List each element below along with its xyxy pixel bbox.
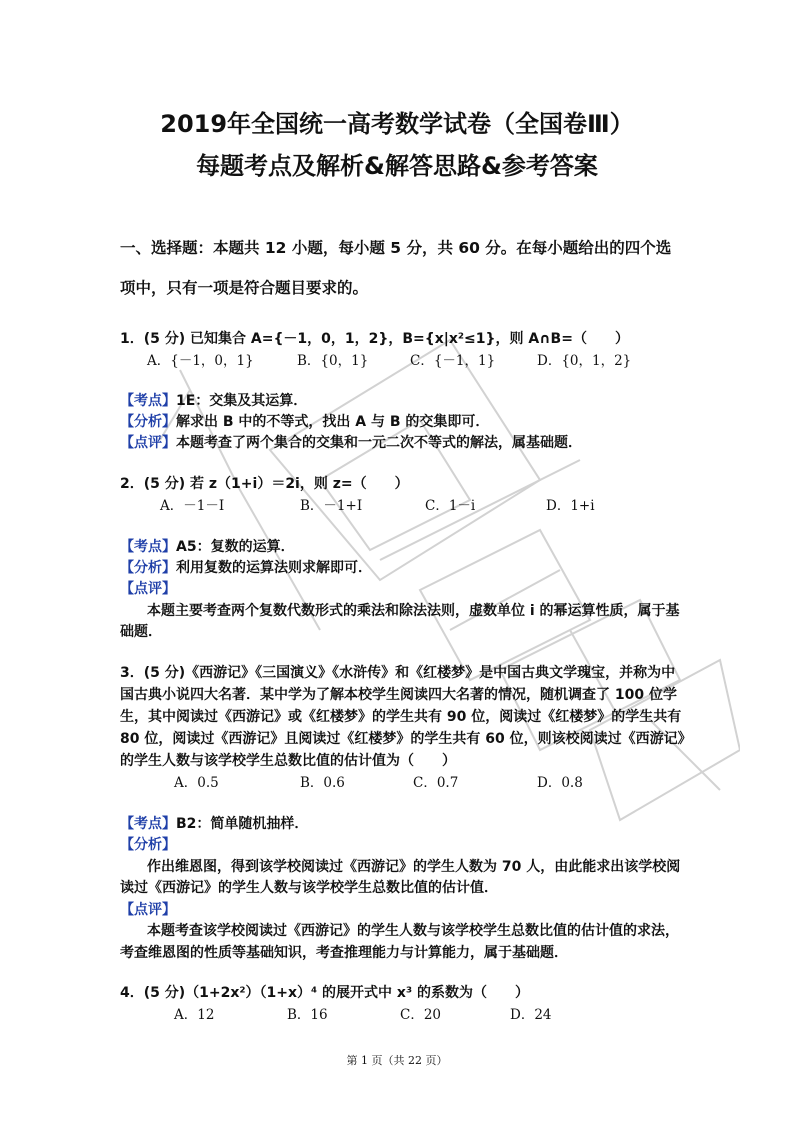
q2-option-b: B．－1+I: [300, 498, 363, 514]
q3-fenxi-line1: 作出维恩图，得到该学校阅读过《西游记》的学生人数为 70 人，由此能求出该学校阅: [147, 859, 681, 875]
q3-fenxi-line2: 读过《西游记》的学生人数与该学校学生总数比值的估计值．: [120, 880, 498, 896]
section-heading-line1: 一、选择题：本题共 12 小题，每小题 5 分，共 60 分。在每小题给出的四个选: [120, 239, 672, 257]
fenxi-tag: 【分析】: [120, 560, 176, 576]
q1-kaodian: [120, 390, 307, 410]
q1-option-d: D．{0，1，2}: [537, 353, 632, 369]
q1-option-b: B．{0，1}: [297, 353, 369, 369]
q3-option-a: A．0.5: [174, 775, 219, 791]
q4-option-b: B．16: [287, 1007, 328, 1023]
kaodian-tag: 【考点】: [120, 539, 176, 555]
q3-kaodian-text: B2：简单随机抽样．: [176, 816, 309, 832]
q3-fenxi-tag: 【分析】: [120, 837, 176, 853]
q3-option-d: D．0.8: [537, 775, 583, 791]
q1-stem: 1．(5 分) 已知集合 A={－1，0，1，2}，B={x|x²≤1}，则 A∩B=（ ）: [120, 331, 629, 347]
q2-fenxi: [120, 557, 372, 577]
q1-option-a: A．{－1，0，1}: [147, 353, 254, 369]
q1-kaodian-text: 1E：交集及其运算．: [176, 393, 308, 409]
kaodian-tag: 【考点】: [120, 816, 176, 832]
q3-option-c: C．0.7: [413, 775, 459, 791]
q1-dianping-text: 本题考查了两个集合的交集和一元二次不等式的解法，属基础题．: [176, 435, 582, 451]
q3-stem-line5: 的学生人数与该学校学生总数比值的估计值为（ ）: [120, 753, 456, 769]
q2-kaodian-text: A5：复数的运算．: [176, 539, 295, 555]
q1-fenxi: [120, 411, 489, 431]
q3-dianping-line2: 考查维恩图的性质等基础知识，考查推理能力与计算能力，属于基础题．: [120, 945, 568, 961]
q4-option-a: A．12: [174, 1007, 215, 1023]
q2-stem: 2．(5 分) 若 z（1+i）＝2i，则 z=（ ）: [120, 476, 409, 492]
q4-option-d: D．24: [510, 1007, 552, 1023]
q2-kaodian: [120, 536, 295, 556]
q3-stem-line1: 3．(5 分)《西游记》《三国演义》《水浒传》和《红楼梦》是中国古典文学瑰宝，并称为中: [120, 665, 676, 681]
q2-dianping-tag: 【点评】: [120, 581, 176, 597]
page-footer: 第 1 页（共 22 页）: [346, 1054, 448, 1067]
q3-option-b: B．0.6: [300, 775, 345, 791]
section-heading-line2: 项中，只有一项是符合题目要求的。: [120, 279, 369, 297]
q3-dianping-tag: 【点评】: [120, 902, 176, 918]
q3-stem-line3: 生，其中阅读过《西游记》或《红楼梦》的学生共有 90 位，阅读过《红楼梦》的学生共有: [120, 709, 682, 725]
q1-option-c: C．{－1，1}: [410, 353, 496, 369]
q3-kaodian: [120, 813, 308, 833]
q2-option-c: C．1－i: [425, 498, 476, 514]
page-subtitle: 每题考点及解析&解答思路&参考答案: [196, 152, 598, 180]
q1-dianping: [120, 432, 582, 452]
q2-option-d: D．1+i: [546, 498, 595, 514]
fenxi-tag: 【分析】: [120, 414, 176, 430]
q4-option-c: C．20: [400, 1007, 442, 1023]
kaodian-tag: 【考点】: [120, 393, 176, 409]
q2-dianping-line2: 础题．: [120, 624, 162, 640]
q2-fenxi-text: 利用复数的运算法则求解即可．: [176, 560, 372, 576]
q3-dianping-line1: 本题考查该学校阅读过《西游记》的学生人数与该学校学生总数比值的估计值的求法，: [147, 923, 679, 939]
page-title: 2019年全国统一高考数学试卷（全国卷Ⅲ）: [160, 110, 634, 138]
q4-stem: 4．(5 分)（1+2x²）（1+x）⁴ 的展开式中 x³ 的系数为（ ）: [120, 985, 529, 1001]
q1-fenxi-text: 解求出 B 中的不等式，找出 A 与 B 的交集即可．: [176, 414, 490, 430]
q3-stem-line2: 国古典小说四大名著．某中学为了解本校学生阅读四大名著的情况，随机调查了 100 位学: [120, 687, 677, 703]
q3-stem-line4: 80 位，阅读过《西游记》且阅读过《红楼梦》的学生共有 60 位，则该校阅读过《西游记》: [120, 731, 692, 747]
dianping-tag: 【点评】: [120, 435, 176, 451]
q2-dianping-line1: 本题主要考查两个复数代数形式的乘法和除法法则，虚数单位 i 的幂运算性质，属于基: [147, 603, 680, 619]
q2-option-a: A．－1－I: [160, 498, 225, 514]
